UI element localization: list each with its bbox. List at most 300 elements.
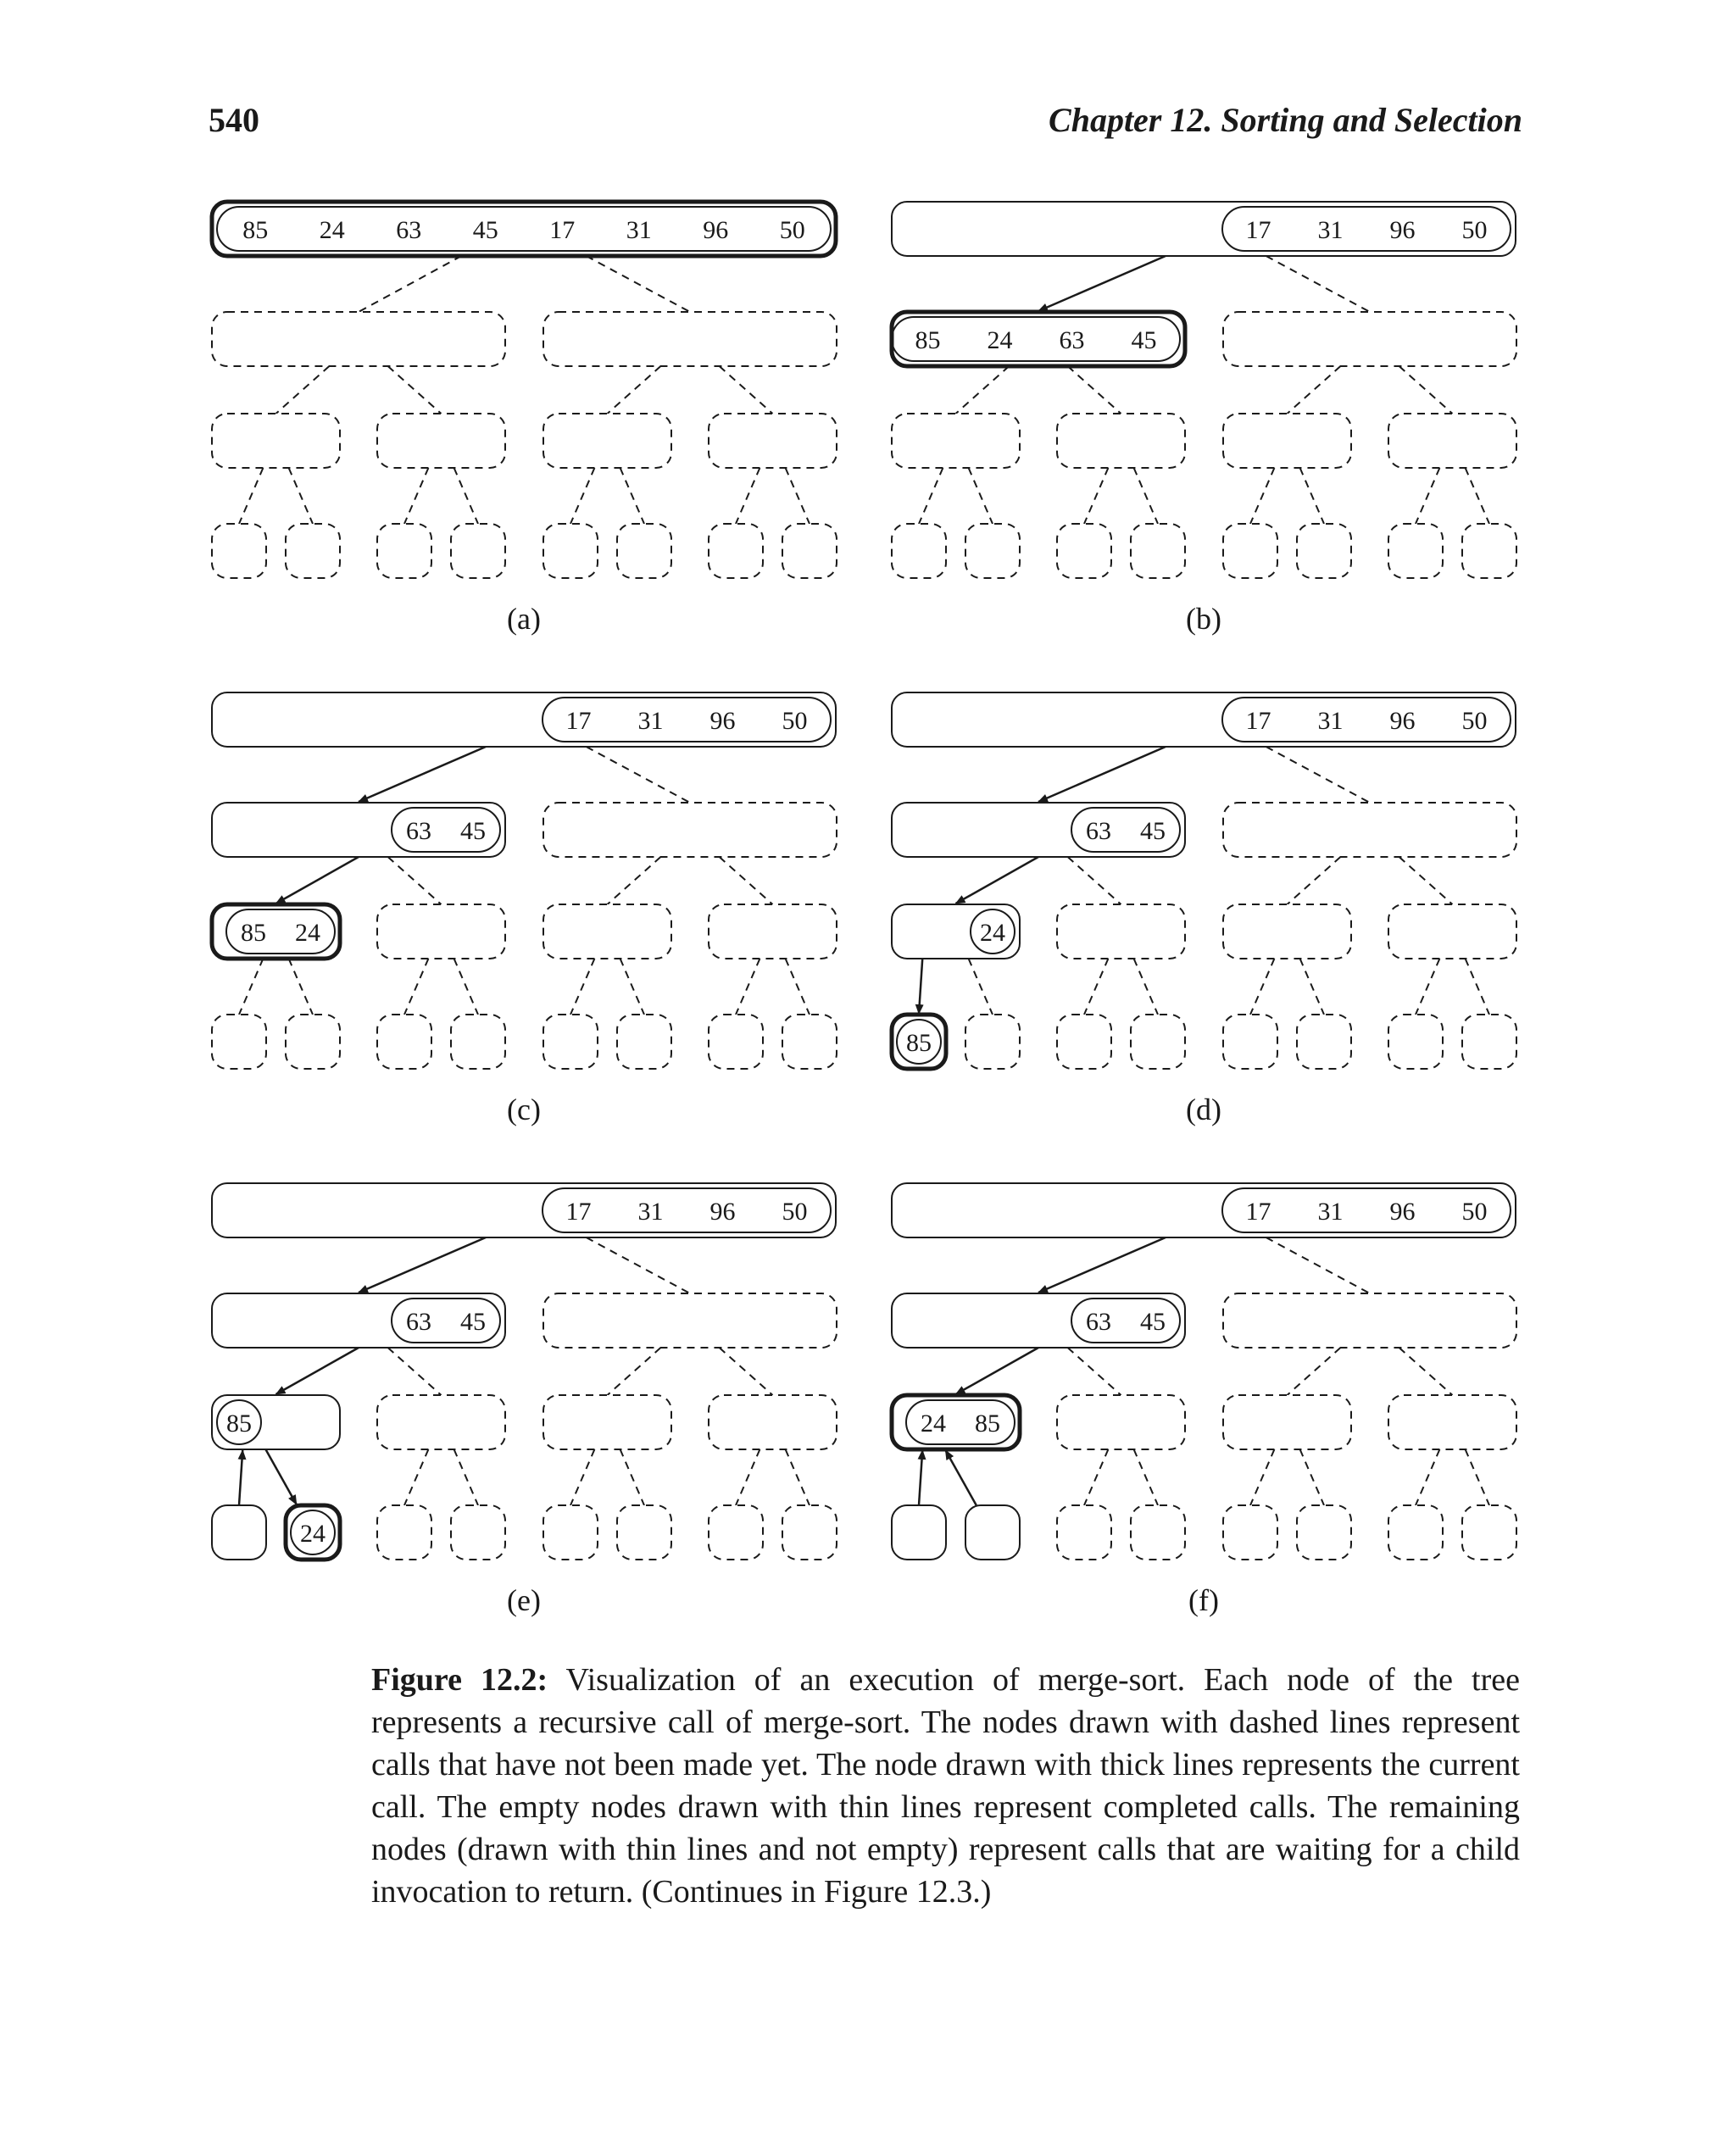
node-box-dashed bbox=[1131, 1015, 1185, 1069]
node-box-dashed bbox=[377, 1015, 431, 1069]
node-box-dashed bbox=[377, 1395, 505, 1449]
arrow-l-to-ll bbox=[956, 1348, 1039, 1394]
node-box-dashed bbox=[1131, 524, 1185, 578]
connector-rl-rlr bbox=[620, 959, 644, 1015]
node-box-dashed bbox=[377, 904, 505, 959]
node-rrr bbox=[1462, 1505, 1516, 1560]
node-lll bbox=[892, 1505, 946, 1560]
node-box-dashed bbox=[1057, 1505, 1111, 1560]
connector-rr-rrl bbox=[736, 1449, 760, 1505]
node-box-dashed bbox=[1388, 904, 1516, 959]
sequence-value: 24 bbox=[987, 326, 1013, 354]
node-box-dashed bbox=[543, 904, 671, 959]
connector-lr-lrr bbox=[1134, 468, 1158, 524]
node-root bbox=[212, 1183, 836, 1237]
connector-rl-rlr bbox=[620, 468, 644, 524]
node-r bbox=[1223, 1293, 1516, 1348]
node-l bbox=[892, 1293, 1185, 1348]
node-box-dashed bbox=[709, 524, 763, 578]
node-box bbox=[892, 1183, 1516, 1237]
node-box bbox=[212, 1505, 266, 1560]
sequence-value: 31 bbox=[1317, 1198, 1344, 1226]
connector-root-l bbox=[359, 256, 461, 312]
panel-5 bbox=[212, 1183, 837, 1617]
node-box-dashed bbox=[709, 904, 837, 959]
node-rrl bbox=[709, 1505, 763, 1560]
node-root bbox=[892, 1183, 1516, 1237]
node-rl bbox=[1223, 414, 1351, 468]
node-box-dashed bbox=[1297, 1015, 1351, 1069]
node-rrl bbox=[1388, 1015, 1443, 1069]
sequence-value: 85 bbox=[242, 216, 269, 244]
node-r bbox=[1223, 803, 1516, 857]
node-box-dashed bbox=[212, 1015, 266, 1069]
node-box-dashed bbox=[543, 524, 598, 578]
node-rl bbox=[543, 904, 671, 959]
node-rr bbox=[1388, 904, 1516, 959]
node-r bbox=[543, 1293, 837, 1348]
panel-1 bbox=[212, 202, 837, 636]
node-ll bbox=[212, 1395, 340, 1449]
node-box-dashed bbox=[377, 524, 431, 578]
panel-label: (c) bbox=[507, 1093, 541, 1126]
panel-label: (d) bbox=[1186, 1093, 1221, 1126]
node-rrr bbox=[782, 1015, 837, 1069]
node-box-dashed bbox=[212, 524, 266, 578]
node-box-dashed bbox=[617, 1505, 671, 1560]
connector-root-r bbox=[1266, 747, 1370, 803]
connector-r-rr bbox=[720, 857, 773, 904]
node-box-dashed bbox=[451, 524, 505, 578]
panel-label: (b) bbox=[1186, 602, 1221, 636]
connector-lr-lrr bbox=[1134, 1449, 1158, 1505]
node-l bbox=[212, 803, 505, 857]
sequence-value: 50 bbox=[1461, 1198, 1488, 1226]
sequence-value: 45 bbox=[460, 817, 486, 845]
arrow-l-to-ll bbox=[956, 857, 1039, 904]
node-ll bbox=[892, 414, 1020, 468]
sequence-value: 50 bbox=[782, 1198, 808, 1226]
sequence-value: 17 bbox=[565, 707, 592, 735]
node-box-dashed bbox=[1223, 414, 1351, 468]
node-rl bbox=[1223, 904, 1351, 959]
sequence-value: 50 bbox=[1461, 707, 1488, 735]
node-rll bbox=[543, 1505, 598, 1560]
node-lll bbox=[892, 524, 946, 578]
node-lrl bbox=[1057, 524, 1111, 578]
connector-lr-lrr bbox=[454, 468, 478, 524]
connector-rr-rrl bbox=[1416, 1449, 1439, 1505]
node-lrl bbox=[377, 524, 431, 578]
node-box bbox=[892, 692, 1516, 747]
connector-root-r bbox=[587, 256, 690, 312]
node-lll bbox=[212, 1015, 266, 1069]
sequence-value: 96 bbox=[703, 216, 729, 244]
connector-l-lr bbox=[1068, 1348, 1121, 1395]
connector-ll-lll bbox=[239, 468, 263, 524]
node-rrr bbox=[1462, 1015, 1516, 1069]
connector-rl-rll bbox=[570, 1449, 594, 1505]
connector-r-rr bbox=[720, 1348, 773, 1395]
node-rrl bbox=[1388, 1505, 1443, 1560]
node-box-dashed bbox=[709, 1505, 763, 1560]
connector-rl-rll bbox=[570, 959, 594, 1015]
node-rlr bbox=[617, 1505, 671, 1560]
node-l bbox=[212, 1293, 505, 1348]
connector-rl-rlr bbox=[1300, 959, 1324, 1015]
sequence-value: 31 bbox=[626, 216, 652, 244]
connector-rl-rll bbox=[1250, 468, 1274, 524]
node-ll bbox=[212, 904, 340, 959]
node-box-dashed bbox=[782, 1505, 837, 1560]
arrow-root-to-l bbox=[1038, 256, 1166, 311]
node-lr bbox=[377, 414, 505, 468]
node-box-dashed bbox=[286, 524, 340, 578]
node-llr bbox=[965, 1015, 1020, 1069]
node-box-dashed bbox=[1388, 1395, 1516, 1449]
connector-l-ll bbox=[276, 366, 330, 414]
node-rr bbox=[709, 904, 837, 959]
panel-label: (e) bbox=[507, 1583, 541, 1617]
node-r bbox=[543, 312, 837, 366]
node-rlr bbox=[617, 1015, 671, 1069]
node-lrr bbox=[1131, 524, 1185, 578]
node-box-dashed bbox=[543, 312, 837, 366]
sequence-value: 85 bbox=[915, 326, 941, 354]
connector-rr-rrr bbox=[786, 959, 810, 1015]
node-rr bbox=[709, 414, 837, 468]
node-lr bbox=[1057, 904, 1185, 959]
connector-r-rl bbox=[1288, 366, 1341, 414]
node-l bbox=[212, 312, 505, 366]
node-lr bbox=[377, 904, 505, 959]
node-box-dashed bbox=[543, 1293, 837, 1348]
node-l bbox=[892, 803, 1185, 857]
node-box-thick bbox=[892, 1395, 1020, 1449]
node-box-dashed bbox=[1057, 414, 1185, 468]
sequence-value: 17 bbox=[1245, 1198, 1271, 1226]
panel-label: (a) bbox=[507, 602, 541, 636]
node-box-dashed bbox=[965, 1015, 1020, 1069]
sequence-value: 63 bbox=[406, 817, 431, 845]
node-box-dashed bbox=[709, 1395, 837, 1449]
node-box-dashed bbox=[1388, 414, 1516, 468]
node-box-dashed bbox=[1223, 1395, 1351, 1449]
connector-r-rr bbox=[1399, 366, 1453, 414]
node-ll bbox=[212, 414, 340, 468]
sequence-value: 63 bbox=[406, 1308, 431, 1336]
sequence-value: 31 bbox=[637, 707, 664, 735]
node-box-dashed bbox=[1057, 1015, 1111, 1069]
node-box-dashed bbox=[451, 1505, 505, 1560]
connector-rr-rrr bbox=[1466, 1449, 1489, 1505]
sequence-value: 45 bbox=[1140, 1308, 1166, 1336]
sequence-value: 45 bbox=[1140, 817, 1166, 845]
connector-lr-lrr bbox=[454, 959, 478, 1015]
node-rlr bbox=[1297, 1015, 1351, 1069]
arrow-lll-to-ll bbox=[239, 1450, 242, 1505]
node-rl bbox=[543, 414, 671, 468]
arrow-l-to-ll bbox=[276, 1348, 359, 1394]
sequence-value: 45 bbox=[472, 216, 498, 244]
node-r bbox=[1223, 312, 1516, 366]
node-box-dashed bbox=[1223, 312, 1516, 366]
node-box-dashed bbox=[965, 524, 1020, 578]
sequence-value: 63 bbox=[1086, 817, 1111, 845]
node-box bbox=[965, 1505, 1020, 1560]
node-ll bbox=[892, 904, 1020, 959]
connector-ll-lll bbox=[239, 959, 263, 1015]
connector-rr-rrr bbox=[1466, 468, 1489, 524]
node-llr bbox=[286, 1015, 340, 1069]
node-lrl bbox=[377, 1015, 431, 1069]
connector-ll-llr bbox=[289, 959, 313, 1015]
node-llr bbox=[286, 1505, 340, 1560]
node-rrr bbox=[782, 1505, 837, 1560]
node-lrr bbox=[1131, 1015, 1185, 1069]
node-box-dashed bbox=[1297, 524, 1351, 578]
connector-rl-rlr bbox=[1300, 1449, 1324, 1505]
node-lll bbox=[892, 1015, 946, 1069]
connector-lr-lrl bbox=[404, 468, 428, 524]
connector-r-rl bbox=[1288, 857, 1341, 904]
sequence-value: 24 bbox=[921, 1410, 946, 1438]
panel-4 bbox=[892, 692, 1516, 1126]
sequence-value: 50 bbox=[782, 707, 808, 735]
node-rrl bbox=[1388, 524, 1443, 578]
arrow-root-to-l bbox=[1038, 1237, 1166, 1293]
connector-r-rl bbox=[1288, 1348, 1341, 1395]
panel-6 bbox=[892, 1183, 1516, 1617]
connector-r-rr bbox=[720, 366, 773, 414]
sequence-value: 50 bbox=[1461, 216, 1488, 244]
node-lrr bbox=[451, 524, 505, 578]
sequence-value: 24 bbox=[980, 919, 1005, 947]
node-box-dashed bbox=[709, 414, 837, 468]
node-box-dashed bbox=[543, 1505, 598, 1560]
connector-root-r bbox=[587, 747, 690, 803]
node-ll bbox=[892, 1395, 1020, 1449]
node-root bbox=[892, 202, 1516, 256]
node-rll bbox=[1223, 1505, 1277, 1560]
connector-lr-lrl bbox=[1084, 959, 1108, 1015]
arrow-root-to-l bbox=[359, 1237, 486, 1293]
connector-lr-lrr bbox=[1134, 959, 1158, 1015]
node-box-dashed bbox=[1131, 1505, 1185, 1560]
node-lr bbox=[1057, 1395, 1185, 1449]
caption-label: Figure 12.2: bbox=[371, 1662, 548, 1698]
connector-r-rl bbox=[608, 366, 661, 414]
node-rr bbox=[709, 1395, 837, 1449]
node-box-dashed bbox=[1223, 524, 1277, 578]
node-box-dashed bbox=[543, 414, 671, 468]
node-box-dashed bbox=[451, 1015, 505, 1069]
node-rll bbox=[1223, 1015, 1277, 1069]
node-r bbox=[543, 803, 837, 857]
node-box-thick bbox=[212, 904, 340, 959]
connector-lr-lrl bbox=[1084, 468, 1108, 524]
sequence-value: 96 bbox=[1389, 216, 1416, 244]
connector-r-rl bbox=[608, 1348, 661, 1395]
connector-ll-lll bbox=[919, 468, 943, 524]
connector-r-rl bbox=[608, 857, 661, 904]
sequence-value: 17 bbox=[549, 216, 576, 244]
arrow-root-to-l bbox=[1038, 747, 1166, 802]
connector-root-r bbox=[1266, 256, 1370, 312]
node-rr bbox=[1388, 414, 1516, 468]
arrow-lll-to-ll bbox=[919, 1450, 922, 1505]
node-box-dashed bbox=[1223, 1293, 1516, 1348]
node-box-dashed bbox=[543, 803, 837, 857]
node-l bbox=[892, 312, 1185, 366]
node-rl bbox=[1223, 1395, 1351, 1449]
sequence-value: 17 bbox=[565, 1198, 592, 1226]
node-lr bbox=[1057, 414, 1185, 468]
node-rr bbox=[1388, 1395, 1516, 1449]
node-box-dashed bbox=[782, 524, 837, 578]
node-box-dashed bbox=[212, 312, 505, 366]
node-box-dashed bbox=[892, 414, 1020, 468]
sequence-value: 31 bbox=[1317, 216, 1344, 244]
connector-ll-llr bbox=[969, 959, 993, 1015]
node-rll bbox=[543, 1015, 598, 1069]
sequence-value: 31 bbox=[637, 1198, 664, 1226]
connector-l-lr bbox=[1068, 857, 1121, 904]
caption-text: Visualization of an execution of merge-sort. Each node of the tree represents a recursive call of merge-sort. The nodes drawn with dashed lines represent calls that have not been made yet. The node drawn with thick lines represents the current call. The empty nodes drawn with thin lines represent completed calls. The remaining nodes (drawn with thin lines and not empty) represent calls that are waiting for a child invocation to return. (Continues in Figure 12.3.) bbox=[371, 1662, 1520, 1910]
node-lr bbox=[377, 1395, 505, 1449]
node-rrl bbox=[709, 1015, 763, 1069]
sequence-value: 96 bbox=[1389, 707, 1416, 735]
panel-label: (f) bbox=[1188, 1583, 1219, 1617]
node-box-dashed bbox=[377, 414, 505, 468]
node-box-dashed bbox=[1462, 524, 1516, 578]
node-rll bbox=[543, 524, 598, 578]
connector-rr-rrr bbox=[786, 468, 810, 524]
sequence-value: 85 bbox=[906, 1029, 932, 1057]
connector-l-lr bbox=[1068, 366, 1121, 414]
node-root bbox=[212, 692, 836, 747]
node-box-dashed bbox=[1388, 1505, 1443, 1560]
sequence-value: 24 bbox=[300, 1520, 326, 1548]
node-box-dashed bbox=[1462, 1015, 1516, 1069]
node-rll bbox=[1223, 524, 1277, 578]
node-lrl bbox=[1057, 1015, 1111, 1069]
node-box bbox=[892, 202, 1516, 256]
panel-3 bbox=[212, 692, 837, 1126]
connector-rr-rrl bbox=[736, 468, 760, 524]
node-box-dashed bbox=[212, 414, 340, 468]
node-box-dashed bbox=[782, 1015, 837, 1069]
sequence-value: 17 bbox=[1245, 707, 1271, 735]
connector-rr-rrl bbox=[1416, 959, 1439, 1015]
connector-rl-rlr bbox=[620, 1449, 644, 1505]
connector-r-rr bbox=[1399, 857, 1453, 904]
sequence-value: 85 bbox=[975, 1410, 1000, 1438]
node-box-dashed bbox=[377, 1505, 431, 1560]
connector-root-r bbox=[1266, 1237, 1370, 1293]
page-number: 540 bbox=[209, 101, 259, 139]
node-box-dashed bbox=[1223, 803, 1516, 857]
connector-lr-lrl bbox=[404, 1449, 428, 1505]
arrow-ll-to-lll bbox=[919, 959, 922, 1014]
node-box-dashed bbox=[1388, 524, 1443, 578]
node-rlr bbox=[617, 524, 671, 578]
arrow-l-to-ll bbox=[276, 857, 359, 904]
node-box-dashed bbox=[543, 1015, 598, 1069]
connector-ll-llr bbox=[969, 468, 993, 524]
node-box-dashed bbox=[1388, 1015, 1443, 1069]
node-lrl bbox=[1057, 1505, 1111, 1560]
arrow-llr-to-ll bbox=[945, 1450, 976, 1505]
arrow-ll-to-llr bbox=[265, 1449, 296, 1504]
sequence-value: 24 bbox=[295, 919, 320, 947]
panel-2 bbox=[892, 202, 1516, 636]
connector-l-ll bbox=[956, 366, 1010, 414]
connector-l-lr bbox=[388, 366, 442, 414]
node-box-dashed bbox=[617, 524, 671, 578]
node-box-dashed bbox=[1057, 904, 1185, 959]
sequence-value: 96 bbox=[1389, 1198, 1416, 1226]
node-box-dashed bbox=[1223, 904, 1351, 959]
node-lrr bbox=[451, 1505, 505, 1560]
sequence-value: 63 bbox=[396, 216, 422, 244]
node-box bbox=[212, 1183, 836, 1237]
node-rrr bbox=[782, 524, 837, 578]
sequence-value: 45 bbox=[460, 1308, 486, 1336]
connector-root-r bbox=[587, 1237, 690, 1293]
node-rlr bbox=[1297, 1505, 1351, 1560]
sequence-value: 45 bbox=[1131, 326, 1157, 354]
arrow-root-to-l bbox=[359, 747, 486, 802]
sequence-value: 50 bbox=[779, 216, 805, 244]
sequence-value: 85 bbox=[226, 1410, 252, 1438]
sequence-value: 24 bbox=[319, 216, 345, 244]
connector-l-lr bbox=[388, 1348, 442, 1395]
node-llr bbox=[286, 524, 340, 578]
node-root bbox=[892, 692, 1516, 747]
sequence-value: 63 bbox=[1086, 1308, 1111, 1336]
node-llr bbox=[965, 524, 1020, 578]
connector-rr-rrl bbox=[736, 959, 760, 1015]
node-box-dashed bbox=[543, 1395, 671, 1449]
node-box-dashed bbox=[1223, 1015, 1277, 1069]
node-lll bbox=[212, 524, 266, 578]
connector-lr-lrl bbox=[1084, 1449, 1108, 1505]
sequence-value: 63 bbox=[1059, 326, 1085, 354]
node-box-dashed bbox=[1462, 1505, 1516, 1560]
node-box-dashed bbox=[709, 1015, 763, 1069]
node-box-dashed bbox=[1223, 1505, 1277, 1560]
node-lrr bbox=[1131, 1505, 1185, 1560]
node-lll bbox=[212, 1505, 266, 1560]
connector-lr-lrl bbox=[404, 959, 428, 1015]
connector-rl-rll bbox=[1250, 1449, 1274, 1505]
node-root bbox=[212, 202, 836, 256]
node-rlr bbox=[1297, 524, 1351, 578]
node-box-dashed bbox=[1057, 1395, 1185, 1449]
connector-rl-rll bbox=[1250, 959, 1274, 1015]
connector-l-lr bbox=[388, 857, 442, 904]
node-lrr bbox=[451, 1015, 505, 1069]
node-box bbox=[212, 692, 836, 747]
sequence-value: 96 bbox=[709, 1198, 736, 1226]
connector-rr-rrr bbox=[1466, 959, 1489, 1015]
node-box-dashed bbox=[1297, 1505, 1351, 1560]
connector-ll-llr bbox=[289, 468, 313, 524]
node-box-dashed bbox=[286, 1015, 340, 1069]
node-llr bbox=[965, 1505, 1020, 1560]
sequence-value: 17 bbox=[1245, 216, 1271, 244]
